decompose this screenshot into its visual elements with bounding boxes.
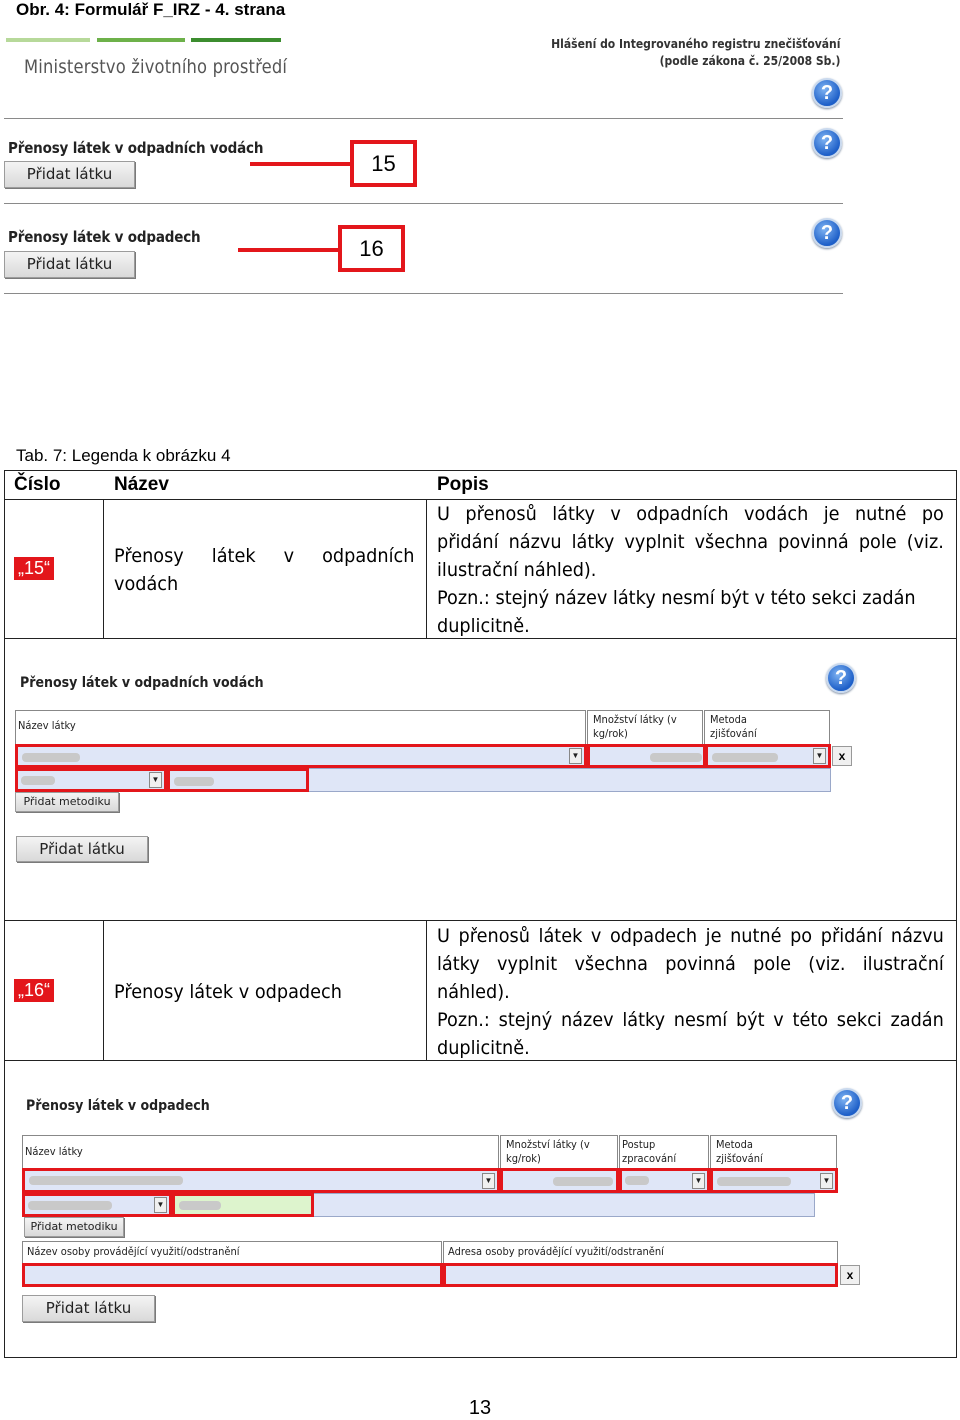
row-name [114, 542, 414, 598]
label-person-address: Adresa osoby provádějící využití/odstranění [448, 1245, 664, 1258]
col-header-desc: Popis [437, 474, 489, 495]
chevron-down-icon[interactable]: ▼ [482, 1173, 495, 1189]
desc-line: ilustrační náhled). [437, 559, 597, 581]
logo-stripe-mid [97, 38, 185, 42]
chevron-down-icon[interactable]: ▼ [692, 1173, 705, 1189]
label-person-name: Název osoby provádějící využití/odstranění [27, 1245, 240, 1258]
col-header-name: Název [114, 474, 169, 495]
substance-select[interactable] [22, 1168, 500, 1193]
add-method-button[interactable]: Přidat metodiku [15, 792, 119, 812]
redacted-value [717, 1177, 791, 1186]
desc-line: přidání názvu látky vyplnit všechna povinná pole (viz. [437, 531, 944, 553]
register-title: Hlášení do Integrovaného registru znečišťování [550, 37, 840, 51]
table-border [4, 470, 5, 1358]
redacted-value [174, 777, 214, 786]
table-border [4, 470, 957, 471]
label-substance-name: Název látky [25, 1145, 83, 1158]
desc-line: látky vyplnit všechna povinná pole (viz. ilustrační [437, 953, 944, 975]
desc-line: duplicitně. [437, 615, 530, 637]
section-title-waters: Přenosy látek v odpadních vodách [8, 139, 264, 157]
row-number-badge: „16“ [14, 979, 54, 1002]
add-method-button[interactable]: Přidat metodiku [24, 1217, 124, 1237]
header-cell [619, 1135, 709, 1168]
remove-button[interactable]: x [832, 746, 852, 766]
help-icon[interactable]: ? [812, 78, 842, 108]
redacted-value [21, 776, 55, 785]
form-title-waters: Přenosy látek v odpadních vodách [20, 675, 264, 691]
ministry-logo-text: Ministerstvo životního prostředí [24, 56, 288, 78]
desc-line: duplicitně. [437, 1037, 530, 1059]
row-description [437, 500, 944, 640]
method-select[interactable] [705, 744, 831, 768]
method-detail-select[interactable] [15, 768, 167, 792]
add-substance-button-waters[interactable]: Přidat látku [4, 161, 135, 188]
row-description [437, 922, 944, 1062]
row-number-badge: „15“ [14, 557, 54, 580]
divider [4, 118, 843, 119]
add-substance-button[interactable]: Přidat látku [16, 836, 148, 862]
help-icon[interactable]: ? [832, 1088, 862, 1118]
remove-button[interactable]: x [840, 1265, 860, 1285]
method-select[interactable] [710, 1168, 838, 1193]
table-border [426, 499, 427, 639]
form-title-waste: Přenosy látek v odpadech [26, 1098, 210, 1114]
label-method: Metoda zjišťování [710, 713, 757, 740]
desc-line: U přenosů látky v odpadních vodách je nutné po [437, 503, 944, 525]
add-substance-button-waste[interactable]: Přidat látku [4, 251, 135, 278]
divider [4, 293, 843, 294]
method-detail-select[interactable] [22, 1193, 172, 1217]
method-detail-input[interactable] [172, 1193, 314, 1217]
row-name: Přenosy látek v odpadech [114, 981, 342, 1003]
process-select[interactable] [619, 1168, 710, 1193]
table-border [4, 1357, 957, 1358]
table-border [103, 920, 104, 1061]
header-cell [704, 710, 830, 744]
header-cell [710, 1135, 837, 1168]
redacted-value [28, 1201, 112, 1210]
label-substance-name: Název látky [18, 719, 76, 732]
help-icon[interactable]: ? [826, 663, 856, 693]
page-number: 13 [468, 1397, 492, 1419]
redacted-value [29, 1176, 183, 1185]
row-name-line: vodách [114, 573, 179, 595]
label-amount: Množství látky (v kg/rok) [506, 1138, 590, 1165]
table-border [4, 920, 957, 921]
redacted-value [625, 1176, 649, 1185]
table-border [103, 499, 104, 639]
label-method: Metoda zjišťování [716, 1138, 763, 1165]
callout-leader-16 [238, 248, 342, 252]
amount-input[interactable] [587, 744, 706, 768]
header-cell [22, 1135, 499, 1168]
chevron-down-icon[interactable]: ▼ [149, 772, 162, 788]
logo-stripe-light [6, 38, 90, 42]
desc-line: Pozn.: stejný název látky nesmí být v této sekci zadán [437, 587, 916, 609]
callout-leader-15 [250, 162, 352, 166]
header-cell [443, 1241, 838, 1263]
redacted-value [650, 753, 702, 762]
add-substance-button[interactable]: Přidat látku [22, 1295, 155, 1322]
chevron-down-icon[interactable]: ▼ [569, 748, 582, 764]
redacted-value [22, 753, 80, 762]
amount-input[interactable] [500, 1168, 619, 1193]
desc-line: U přenosů látek v odpadech je nutné po přidání názvu [437, 925, 944, 947]
chevron-down-icon[interactable]: ▼ [820, 1173, 833, 1189]
register-law: (podle zákona č. 25/2008 Sb.) [659, 54, 840, 68]
table-border [426, 920, 427, 1061]
substance-select[interactable] [15, 744, 587, 768]
desc-line: Pozn.: stejný název látky nesmí být v této sekci zadán [437, 1009, 944, 1031]
chevron-down-icon[interactable]: ▼ [813, 748, 826, 764]
person-name-input[interactable] [22, 1263, 443, 1287]
help-icon[interactable]: ? [812, 128, 842, 158]
help-icon[interactable]: ? [812, 218, 842, 248]
method-detail-input[interactable] [167, 768, 309, 792]
person-address-input[interactable] [443, 1263, 838, 1287]
figure-caption: Obr. 4: Formulář F_IRZ - 4. strana [16, 0, 286, 19]
divider [4, 203, 843, 204]
row-name-line: Přenosy látek v odpadních [114, 545, 415, 567]
callout-16: 16 [338, 225, 405, 272]
col-header-number: Číslo [14, 474, 61, 495]
header-cell [15, 710, 586, 744]
register-header [551, 36, 840, 70]
callout-15: 15 [350, 140, 417, 187]
desc-line: náhled). [437, 981, 510, 1003]
label-process: Postup zpracování [622, 1138, 677, 1165]
chevron-down-icon[interactable]: ▼ [154, 1197, 167, 1213]
header-cell [500, 1135, 618, 1168]
logo-stripe-dark [191, 38, 281, 42]
redacted-value [553, 1177, 613, 1186]
header-cell [587, 710, 703, 744]
redacted-value [712, 753, 778, 762]
table-caption: Tab. 7: Legenda k obrázku 4 [16, 446, 231, 465]
redacted-value [179, 1201, 221, 1210]
table-border [956, 470, 957, 1358]
section-title-waste: Přenosy látek v odpadech [8, 228, 201, 246]
label-amount: Množství látky (v kg/rok) [593, 713, 677, 740]
header-cell [22, 1241, 442, 1263]
